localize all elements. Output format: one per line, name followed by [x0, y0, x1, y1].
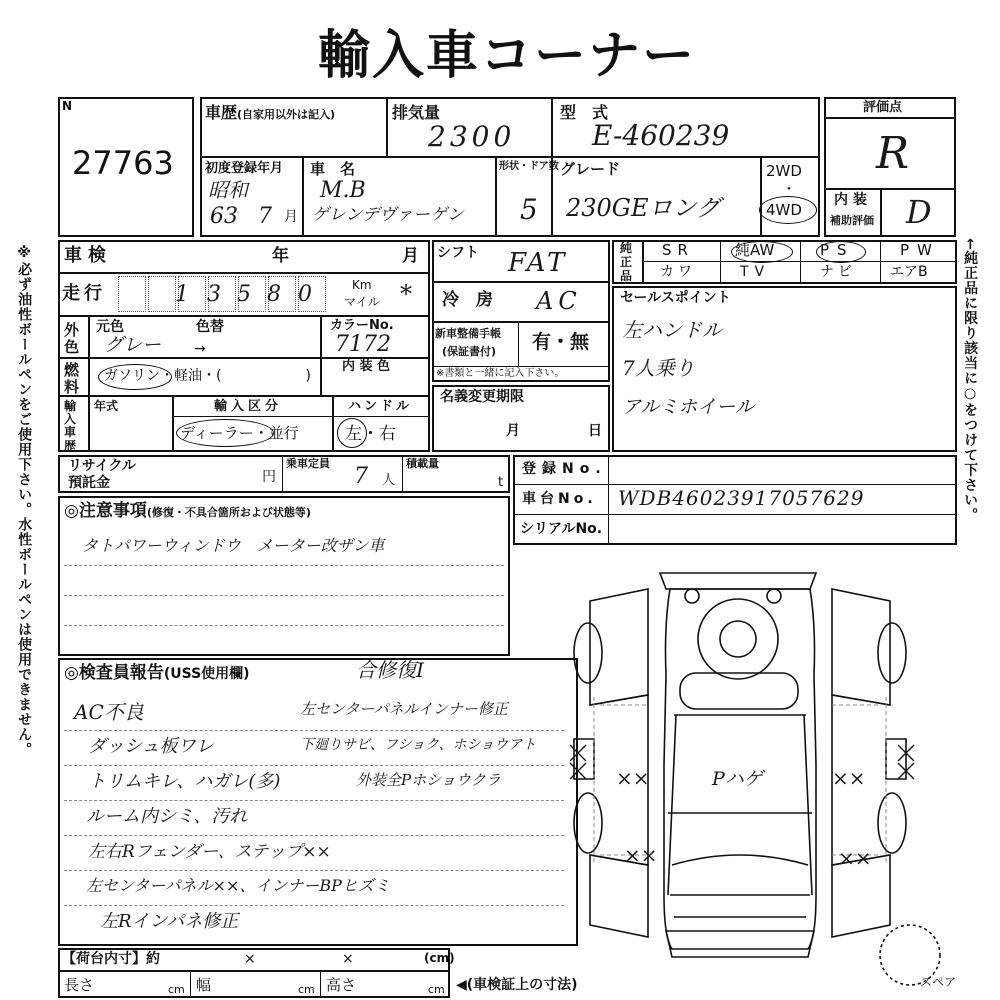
- recycle-unit: 円: [262, 469, 276, 485]
- import-class-label: 輸入区分: [214, 399, 283, 414]
- interior-sub: 補助評価: [830, 214, 874, 227]
- name-change-month: 月: [506, 423, 520, 439]
- chassis-label: 車台No.: [522, 491, 597, 507]
- report-line: 外装全Pホショウクラ: [356, 771, 501, 789]
- mileage-label: 走行: [62, 283, 106, 304]
- length-label: 長さ: [64, 976, 95, 994]
- manual-note: ※書類と一緒に記入下さい。: [436, 368, 565, 379]
- color-arrow: →: [194, 341, 206, 357]
- serial-label: シリアルNo.: [520, 521, 603, 537]
- genuine-item: PS: [820, 241, 855, 259]
- mileage-digit: 5: [237, 282, 251, 307]
- doors-value: 5: [520, 193, 538, 226]
- sales-point-line: アルミホイール: [622, 396, 754, 418]
- cargo-times: ×: [342, 951, 354, 967]
- damage-mark-front-left: ××: [624, 843, 658, 867]
- manual-label-2: (保証書付): [442, 345, 497, 358]
- report-line: 下廻りサビ、フショク、ホショウアト: [300, 737, 537, 753]
- length-cm: cm: [168, 983, 185, 996]
- damage-mark-left: ××: [616, 766, 650, 790]
- damage-mark-right: ××: [832, 766, 866, 790]
- grade-label: グレード: [560, 160, 621, 178]
- orig-color-value: グレー: [104, 334, 162, 356]
- chassis-value: WDB46023917057629: [618, 486, 865, 510]
- sales-point-line: 7人乗り: [622, 356, 695, 380]
- genuine-item: エアB: [890, 264, 928, 280]
- repaint-label: 色替: [196, 319, 224, 335]
- load-label: 積載量: [406, 457, 439, 470]
- grade-value: 230GEロング: [566, 194, 721, 222]
- capacity-unit: 人: [382, 473, 396, 488]
- interior-label: 内 装: [834, 192, 867, 208]
- ac-value: AC: [536, 287, 582, 315]
- genuine-item: PW: [900, 241, 940, 259]
- mileage-mark: *: [400, 280, 412, 308]
- report-line: 左センターパネル××、インナーBPヒズミ: [86, 876, 390, 895]
- capacity-value: 7: [354, 464, 368, 489]
- side-note-left: ※必ず油性ボールペンをご使用下さい。水性ボールペンは使用できません。: [16, 245, 33, 757]
- damage-mark-front-right: ××: [838, 846, 872, 870]
- report-line: ルーム内シミ、汚れ: [86, 806, 248, 827]
- import-label: 輸入車歴: [64, 399, 77, 453]
- report-line: ダッシュ板ワレ: [88, 736, 214, 757]
- drive-4wd-circle: [759, 196, 817, 224]
- car-name-line2: ゲレンデヴァーゲン: [312, 205, 464, 225]
- color-label: 外色: [64, 321, 80, 357]
- mileage-unit-km: Km: [352, 278, 372, 292]
- first-reg-year: 63: [210, 204, 238, 229]
- lot-number: 27763: [72, 144, 174, 182]
- handle-left-circle: [337, 418, 367, 448]
- footer-note: ◀(車検証上の寸法): [456, 977, 578, 993]
- cargo-cm-unit: (cm): [424, 951, 455, 965]
- n-label: N: [62, 99, 73, 113]
- inspection-label: 車検: [64, 245, 112, 266]
- inspection-month-unit: 月: [402, 246, 419, 266]
- mileage-digit: 1: [175, 282, 189, 307]
- rating-value: R: [876, 128, 910, 179]
- ac-label: 冷 房: [442, 290, 493, 310]
- width-cm: cm: [298, 983, 315, 996]
- drive-2wd: 2WD: [766, 162, 802, 180]
- report-line: 左Rインパネ修正: [100, 911, 239, 932]
- height-label: 高さ: [326, 976, 357, 994]
- import-dealer-circle: [176, 419, 274, 447]
- manual-value: 有・無: [532, 331, 590, 353]
- recycle-label-2: 預託金: [68, 475, 110, 491]
- orig-color-label: 元色: [96, 319, 124, 335]
- interior-color-label: 内 装 色: [342, 359, 391, 374]
- genuine-item: SR: [662, 241, 694, 259]
- shift-label: シフト: [437, 245, 479, 261]
- color-no-value: 7172: [335, 332, 391, 357]
- fuel-options: ガソリン・軽油・( ): [104, 368, 311, 384]
- report-line: AC不良: [74, 700, 144, 724]
- model-value: E-460239: [592, 119, 730, 152]
- report-label: ◎検査員報告(USS使用欄): [64, 663, 250, 683]
- displacement-label: 排気量: [392, 103, 441, 122]
- history-label: 車歴(自家用以外は記入): [205, 103, 336, 122]
- car-name-line1: M.B: [320, 178, 366, 203]
- genuine-item: TV: [740, 264, 771, 280]
- handle-label: ハンドル: [348, 399, 413, 414]
- caution-label: ◎注意事項(修復・不具合箇所および状態等): [64, 501, 311, 521]
- fuel-gasoline-circle: [98, 364, 172, 390]
- genuine-aw-circle: [731, 241, 793, 263]
- cargo-label: 【荷台内寸】約: [62, 951, 160, 967]
- name-change-label: 名義変更期限: [440, 389, 524, 405]
- genuine-item: カワ: [660, 264, 696, 280]
- genuine-item: 純AW: [735, 241, 775, 259]
- capacity-label: 乗車定員: [286, 457, 330, 470]
- cargo-times: ×: [244, 951, 256, 967]
- report-line: トリムキレ、ハガレ(多): [88, 771, 281, 792]
- color-no-label: カラーNo.: [330, 318, 394, 333]
- first-reg-month-unit: 月: [284, 209, 298, 225]
- report-line: 左右Rフェンダー、ステップ××: [88, 842, 331, 862]
- manual-label-1: 新車整備手帳: [435, 327, 501, 340]
- mileage-digit: 3: [207, 282, 221, 307]
- height-cm: cm: [428, 983, 445, 996]
- fuel-label: 燃料: [64, 361, 80, 397]
- load-unit: t: [498, 475, 504, 490]
- sales-points-label: セールスポイント: [620, 290, 731, 306]
- report-line: 左センターパネルインナー修正: [300, 700, 508, 718]
- first-reg-label: 初度登録年月: [205, 161, 284, 176]
- model-label: 型 式: [560, 103, 609, 122]
- drive-4wd: 4WD: [766, 201, 802, 219]
- handle-value: 左・右: [345, 424, 396, 444]
- car-name-label: 車 名: [310, 160, 356, 178]
- width-label: 幅: [196, 976, 212, 994]
- drive-dot: ・: [782, 182, 796, 198]
- spare-label: スペア: [920, 975, 957, 989]
- import-class-value: ディーラー・並行: [180, 424, 299, 442]
- caution-text: タトパワーウィンドウ メーター改ザン車: [82, 536, 385, 555]
- mileage-unit-mile: マイル: [344, 295, 380, 309]
- sales-point-line: 左ハンドル: [622, 318, 722, 342]
- import-year-label: 年式: [94, 399, 119, 413]
- report-header-text: 合修復Ⅰ: [356, 658, 424, 682]
- genuine-ps-circle: [816, 241, 866, 263]
- mileage-digit: 8: [267, 282, 281, 307]
- first-reg-month: 7: [258, 204, 272, 229]
- displacement-value: 2300: [428, 120, 516, 153]
- genuine-side-label: 純正品: [620, 241, 633, 283]
- diagram-center-note: Pハゲ: [712, 768, 763, 790]
- shift-value: FAT: [508, 248, 568, 278]
- interior-value: D: [906, 193, 932, 231]
- rating-label: 評価点: [863, 100, 903, 115]
- genuine-item: ナビ: [820, 264, 856, 280]
- inspection-year-unit: 年: [272, 246, 289, 266]
- page-title: 輸入車コーナー: [318, 26, 697, 86]
- side-note-right: ←純正品に限り該当に○をつけて下さい。: [962, 238, 979, 523]
- reg-no-label: 登録No.: [522, 461, 607, 477]
- mileage-digit: 0: [298, 282, 312, 307]
- first-reg-era: 昭和: [208, 178, 248, 202]
- name-change-day: 日: [588, 423, 602, 439]
- doors-label: 形状・ドア数: [499, 161, 559, 172]
- recycle-label-1: リサイクル: [68, 458, 137, 474]
